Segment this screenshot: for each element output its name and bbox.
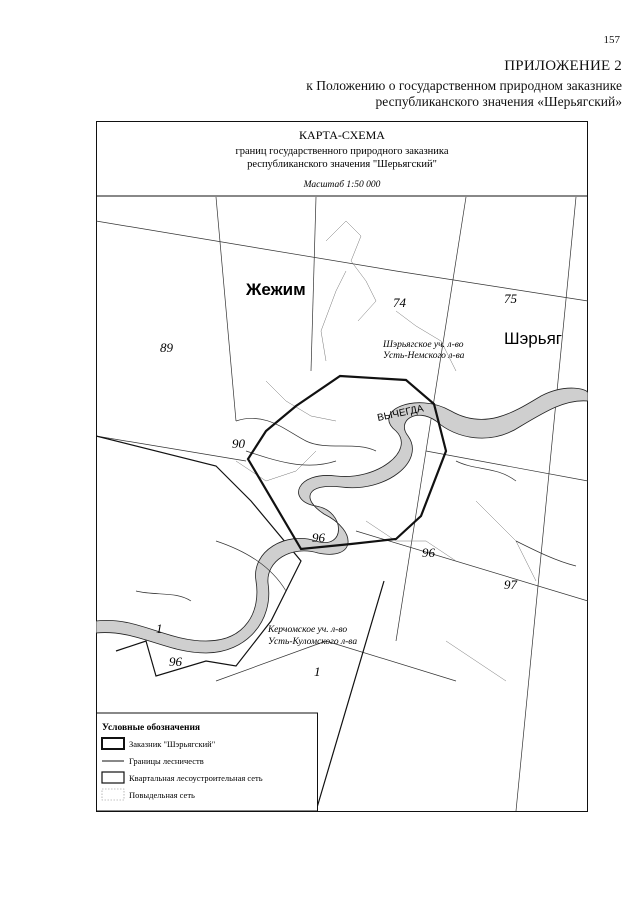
map-subtitle-line2: республиканского значения "Шерьягский" — [247, 159, 437, 170]
forestry-unit-sheryag-line2: Усть-Немского л-ва — [383, 351, 465, 361]
map-title: КАРТА-СХЕМА — [299, 128, 385, 142]
quarter-96-west: 96 — [169, 654, 182, 669]
legend-label-quarter: Квартальная лесоустроительная сеть — [129, 773, 263, 783]
map-subtitle-line1: границ государственного природного заказника — [235, 146, 449, 157]
legend-label-reserve: Заказник "Шэрьягский" — [129, 739, 216, 749]
quarter-1-west: 1 — [156, 621, 163, 636]
map-scale: Масштаб 1:50 000 — [303, 180, 381, 190]
forestry-unit-kerchom-line2: Усть-Куломского л-ва — [268, 637, 358, 647]
quarter-74: 74 — [393, 295, 406, 310]
settlement-sheryag: Шэрьяг — [504, 329, 562, 348]
legend-label-forestry: Границы лесничеств — [129, 756, 204, 766]
quarter-96-east: 96 — [422, 545, 435, 560]
legend-title: Условные обозначения — [102, 723, 201, 733]
quarter-89: 89 — [160, 340, 173, 355]
appendix-subtitle-line1: к Положению о государственном природном заказнике — [306, 78, 622, 93]
legend — [97, 713, 318, 811]
forestry-unit-kerchom-line1: Керчомское уч. л-во — [268, 625, 348, 635]
settlement-zhezhim: Жежим — [246, 280, 306, 299]
quarter-1-south: 1 — [314, 664, 321, 679]
quarter-97: 97 — [504, 577, 517, 592]
map-scheme — [96, 121, 588, 812]
forestry-unit-sheryag-line1: Шэрьягское уч. л-во — [383, 340, 464, 350]
appendix-title: ПРИЛОЖЕНИЕ 2 — [504, 58, 622, 74]
appendix-subtitle-line2: республиканского значения «Шерьягский» — [375, 94, 622, 109]
quarter-90: 90 — [232, 436, 245, 451]
river-label: ВЫЧЕГДА — [376, 403, 425, 424]
quarter-96-center: 96 — [312, 530, 325, 545]
quarter-75: 75 — [504, 291, 517, 306]
page-number: 157 — [603, 34, 620, 46]
legend-label-parcel: Повыдельная сеть — [129, 790, 195, 800]
